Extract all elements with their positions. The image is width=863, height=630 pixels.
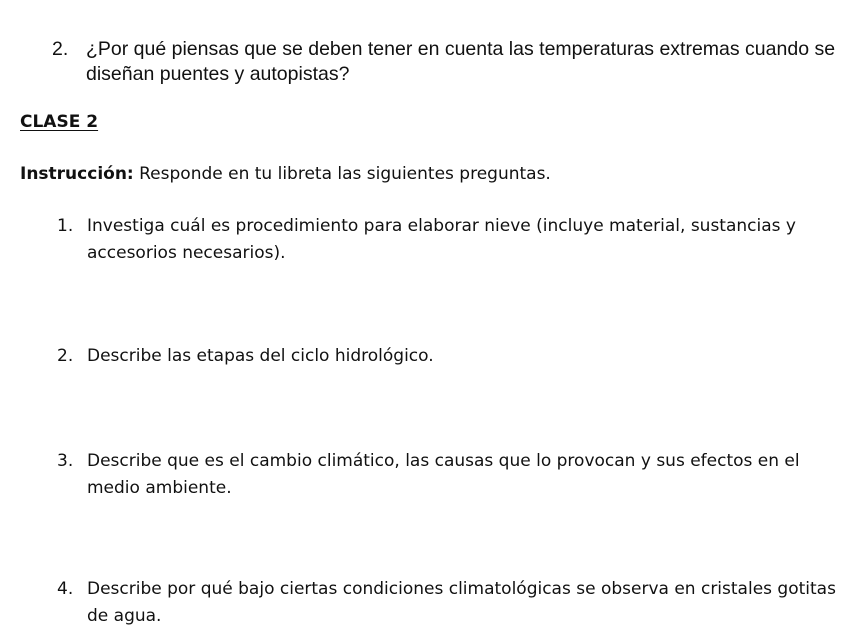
question-text: ¿Por qué piensas que se deben tener en cuenta las temperaturas extremas cuando se diseñan puentes y autopistas? bbox=[86, 38, 836, 85]
question-number: 4. bbox=[57, 579, 74, 599]
question-text: Describe las etapas del ciclo hidrológico. bbox=[87, 346, 434, 366]
question-water-cycle bbox=[57, 343, 837, 370]
instruction-label: Instrucción: bbox=[20, 164, 134, 184]
question-text: Describe que es el cambio climático, las causas que lo provocan y sus efectos en el medio ambiente. bbox=[87, 451, 800, 498]
question-number: 2. bbox=[52, 38, 69, 60]
question-number: 2. bbox=[57, 346, 74, 366]
section-heading: CLASE 2 bbox=[20, 112, 99, 132]
question-temperatures bbox=[52, 37, 852, 87]
question-snow bbox=[57, 213, 837, 267]
question-condensation bbox=[57, 576, 847, 630]
question-climate-change bbox=[57, 448, 847, 502]
instruction-text: Responde en tu libreta las siguientes preguntas. bbox=[133, 164, 551, 184]
question-number: 3. bbox=[57, 451, 74, 471]
question-text: Investiga cuál es procedimiento para elaborar nieve (incluye material, sustancias y accesorios necesarios). bbox=[87, 216, 796, 263]
question-number: 1. bbox=[57, 216, 74, 236]
instruction-line bbox=[20, 161, 850, 188]
question-text: Describe por qué bajo ciertas condiciones climatológicas se observa en cristales gotitas de agua. bbox=[87, 579, 836, 626]
